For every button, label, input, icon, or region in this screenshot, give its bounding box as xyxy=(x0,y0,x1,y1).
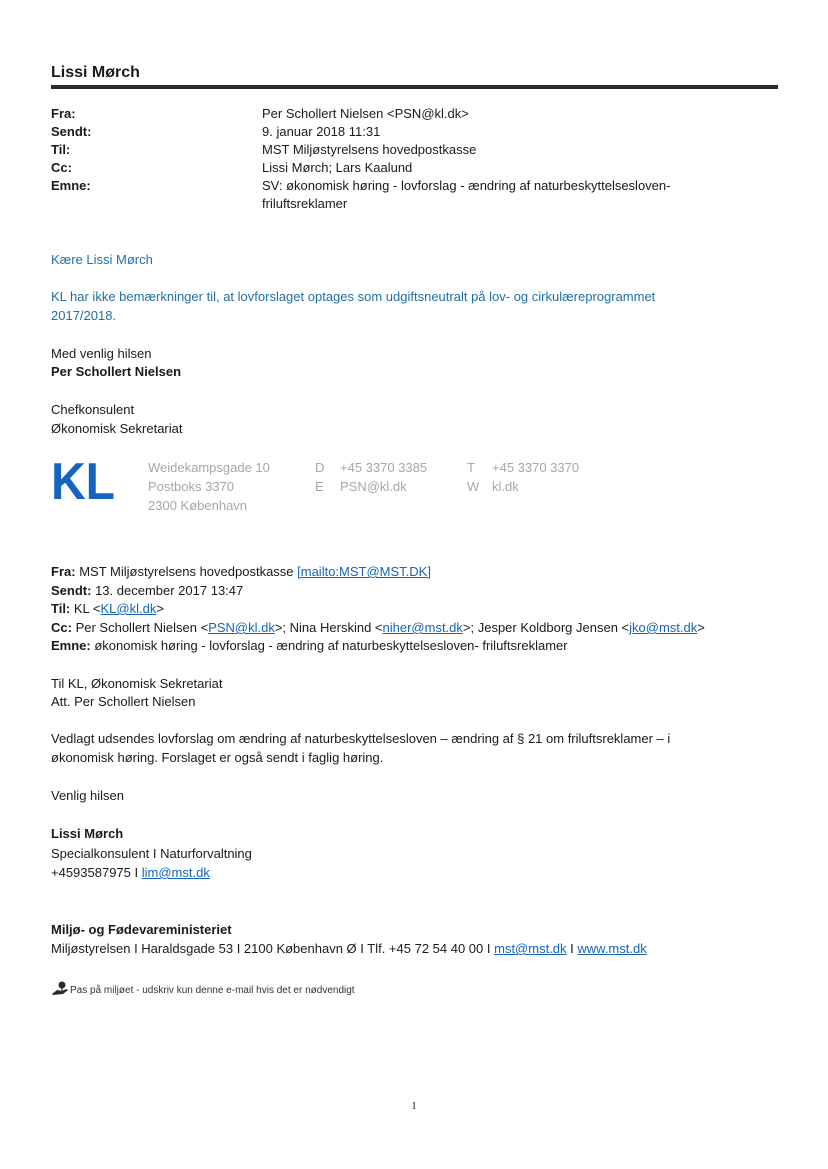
orig-cc-psn-link[interactable]: PSN@kl.dk xyxy=(208,620,275,635)
kl-direct-value: +45 3370 3385 xyxy=(340,460,428,475)
orig-cc-part4: > xyxy=(697,620,705,635)
orig-cc-line xyxy=(51,618,705,637)
orig-sent-line xyxy=(51,581,243,600)
orig-address-line1: Til KL, Økonomisk Sekretariat xyxy=(51,676,223,691)
orig-cc-niher-link[interactable]: niher@mst.dk xyxy=(382,620,463,635)
orig-cc-part3: >; Jesper Koldborg Jensen < xyxy=(462,620,630,635)
kl-phone-label: T xyxy=(467,460,475,475)
orig-from-mailto-link[interactable]: [mailto:MST@MST.DK] xyxy=(297,564,431,579)
orig-body-line2: økonomisk høring. Forslaget er også sendt i faglig høring. xyxy=(51,750,384,765)
ministry-name: Miljø- og Fødevareministeriet xyxy=(51,922,232,937)
kl-direct-label: D xyxy=(315,460,325,475)
cc-label: Cc: xyxy=(51,160,72,175)
reply-sender-dept: Økonomisk Sekretariat xyxy=(51,421,183,436)
orig-cc-part1: Per Schollert Nielsen < xyxy=(75,620,209,635)
orig-body-line1: Vedlagt udsendes lovforslag om ændring af naturbeskyttelsesloven – ændring af § 21 om friluftsreklamer – i xyxy=(51,731,671,746)
subject-value-line1: SV: økonomisk høring - lovforslag - ændring af naturbeskyttelsesloven- xyxy=(262,178,671,193)
kl-email-value: PSN@kl.dk xyxy=(340,479,407,494)
orig-to-suffix: > xyxy=(156,601,164,616)
subject-value-line2: friluftsreklamer xyxy=(262,196,348,211)
reply-body-line1: KL har ikke bemærkninger til, at lovforslaget optages som udgiftsneutralt på lov- og cirkulæreprogrammet xyxy=(51,289,656,304)
kl-phone-value: +45 3370 3370 xyxy=(492,460,580,475)
reply-sender-title: Chefkonsulent xyxy=(51,402,135,417)
orig-to-prefix: KL < xyxy=(73,601,101,616)
orig-from-value: MST Miljøstyrelsens hovedpostkasse xyxy=(79,564,298,579)
orig-cc-jko-link[interactable]: jko@mst.dk xyxy=(629,620,698,635)
orig-address-line2: Att. Per Schollert Nielsen xyxy=(51,694,196,709)
kl-logo xyxy=(51,457,115,501)
kl-web-value: kl.dk xyxy=(492,479,519,494)
reply-greeting: Kære Lissi Mørch xyxy=(51,252,153,267)
sent-value: 9. januar 2018 11:31 xyxy=(262,124,381,139)
hand-tree-icon xyxy=(51,980,69,996)
orig-sender-name: Lissi Mørch xyxy=(51,826,124,841)
ministry-address: Miljøstyrelsen I Haraldsgade 53 I 2100 København Ø I Tlf. +45 72 54 40 00 I xyxy=(51,941,495,956)
eco-note-row xyxy=(51,980,355,996)
orig-subject-label: Emne: xyxy=(51,638,91,653)
orig-sent-value: 13. december 2017 13:47 xyxy=(95,583,244,598)
cc-value: Lissi Mørch; Lars Kaalund xyxy=(262,160,413,175)
subject-label: Emne: xyxy=(51,178,91,193)
reply-sender-name: Per Schollert Nielsen xyxy=(51,364,182,379)
kl-logo-text: KL xyxy=(51,457,115,501)
orig-sender-email-link[interactable]: lim@mst.dk xyxy=(141,865,210,880)
kl-email-label: E xyxy=(315,479,324,494)
orig-from-label: Fra: xyxy=(51,564,76,579)
from-value: Per Schollert Nielsen <PSN@kl.dk> xyxy=(262,106,469,121)
reply-body-line2: 2017/2018. xyxy=(51,308,117,323)
orig-from-line xyxy=(51,562,431,581)
orig-sender-title: Specialkonsulent I Naturforvaltning xyxy=(51,846,252,861)
reply-closing: Med venlig hilsen xyxy=(51,346,152,361)
orig-closing: Venlig hilsen xyxy=(51,788,124,803)
orig-phone-line xyxy=(51,863,210,882)
mailbox-owner: Lissi Mørch xyxy=(51,64,140,81)
from-label: Fra: xyxy=(51,106,76,121)
orig-subject-line xyxy=(51,636,568,655)
page-number: 1 xyxy=(411,1100,417,1112)
ministry-email-link[interactable]: mst@mst.dk xyxy=(494,941,567,956)
ministry-separator: I xyxy=(566,941,578,956)
to-label: Til: xyxy=(51,142,71,157)
orig-to-email-link[interactable]: KL@kl.dk xyxy=(100,601,157,616)
kl-address-line2: Postboks 3370 xyxy=(148,479,235,494)
sent-label: Sendt: xyxy=(51,124,92,139)
kl-address-line3: 2300 København xyxy=(148,498,248,513)
orig-subject-value: økonomisk høring - lovforslag - ændring af naturbeskyttelsesloven- friluftsreklamer xyxy=(94,638,568,653)
orig-to-label: Til: xyxy=(51,601,71,616)
kl-address-line1: Weidekampsgade 10 xyxy=(148,460,270,475)
orig-cc-label: Cc: xyxy=(51,620,72,635)
to-value: MST Miljøstyrelsens hovedpostkasse xyxy=(262,142,477,157)
ministry-address-line xyxy=(51,939,647,958)
orig-sent-label: Sendt: xyxy=(51,583,92,598)
kl-web-label: W xyxy=(467,479,480,494)
ministry-web-link[interactable]: www.mst.dk xyxy=(577,941,647,956)
eco-note-text: Pas på miljøet - udskriv kun denne e-mail hvis det er nødvendigt xyxy=(70,985,355,996)
orig-to-line xyxy=(51,599,164,618)
header-rule xyxy=(51,85,778,89)
orig-sender-phone: +4593587975 I xyxy=(51,865,142,880)
orig-cc-part2: >; Nina Herskind < xyxy=(274,620,383,635)
